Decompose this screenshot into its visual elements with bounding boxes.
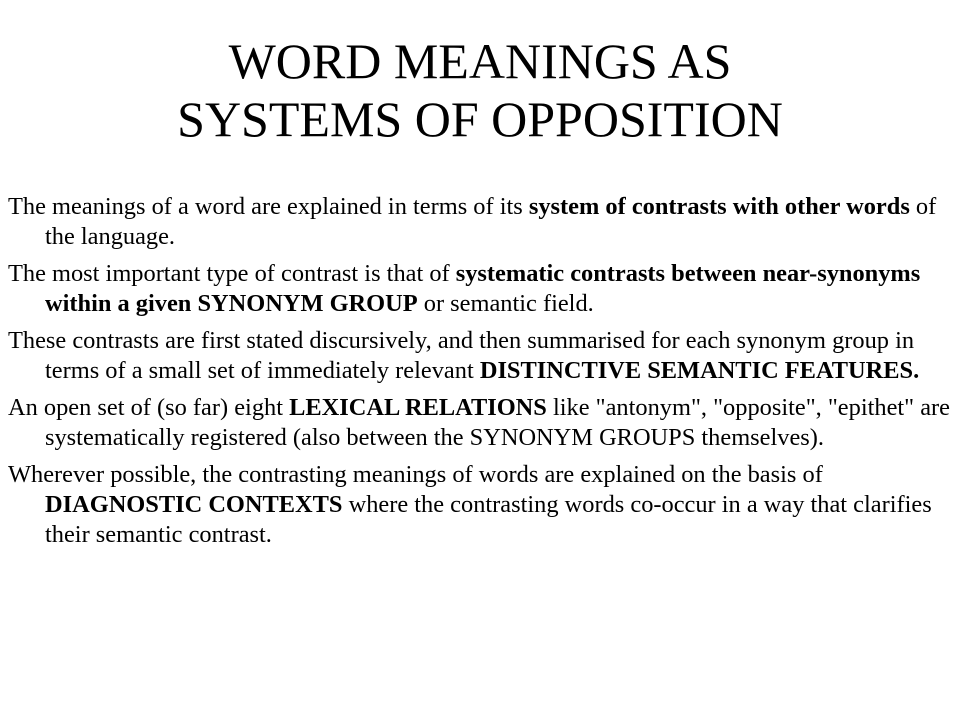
paragraph-2-text-a: The most important type of contrast is that of [8, 260, 456, 287]
paragraph-3-text-a: These contrasts are first stated discursively, and then summarised for each synonym group in terms of a small set of immediately relevant [8, 327, 915, 384]
paragraph-5 [8, 460, 952, 550]
slide-body [8, 192, 952, 557]
paragraph-2 [8, 259, 952, 319]
slide-title [0, 32, 960, 148]
paragraph-2-bold: systematic contrasts between near-synonyms within a given SYNONYM GROUP [45, 260, 921, 317]
paragraph-4-text-b: like "antonym", "opposite", "epithet" are systematically registered (also between the SYNONYM GROUPS themselves). [45, 394, 951, 451]
paragraph-5-text-b: where the contrasting words co-occur in a way that clarifies their semantic contrast. [45, 491, 932, 548]
paragraph-5-bold: DIAGNOSTIC CONTEXTS [45, 491, 343, 518]
paragraph-1-bold: system of contrasts with other words [528, 193, 910, 220]
paragraph-3 [8, 326, 952, 386]
paragraph-3-bold: DISTINCTIVE SEMANTIC FEATURES. [479, 357, 920, 384]
slide-title-line-1: WORD MEANINGS AS [228, 33, 732, 89]
paragraph-5-text-a: Wherever possible, the contrasting meanings of words are explained on the basis of [8, 461, 823, 488]
paragraph-2-text-b: or semantic field. [417, 290, 594, 317]
paragraph-1-text-b: of the language. [45, 193, 937, 250]
paragraph-4 [8, 393, 952, 453]
paragraph-4-text-a: An open set of (so far) eight [8, 394, 290, 421]
slide-title-line-2: SYSTEMS OF OPPOSITION [177, 91, 783, 147]
paragraph-1-text-a: The meanings of a word are explained in terms of its [8, 193, 529, 220]
paragraph-4-bold: LEXICAL RELATIONS [289, 394, 547, 421]
paragraph-1 [8, 192, 952, 252]
